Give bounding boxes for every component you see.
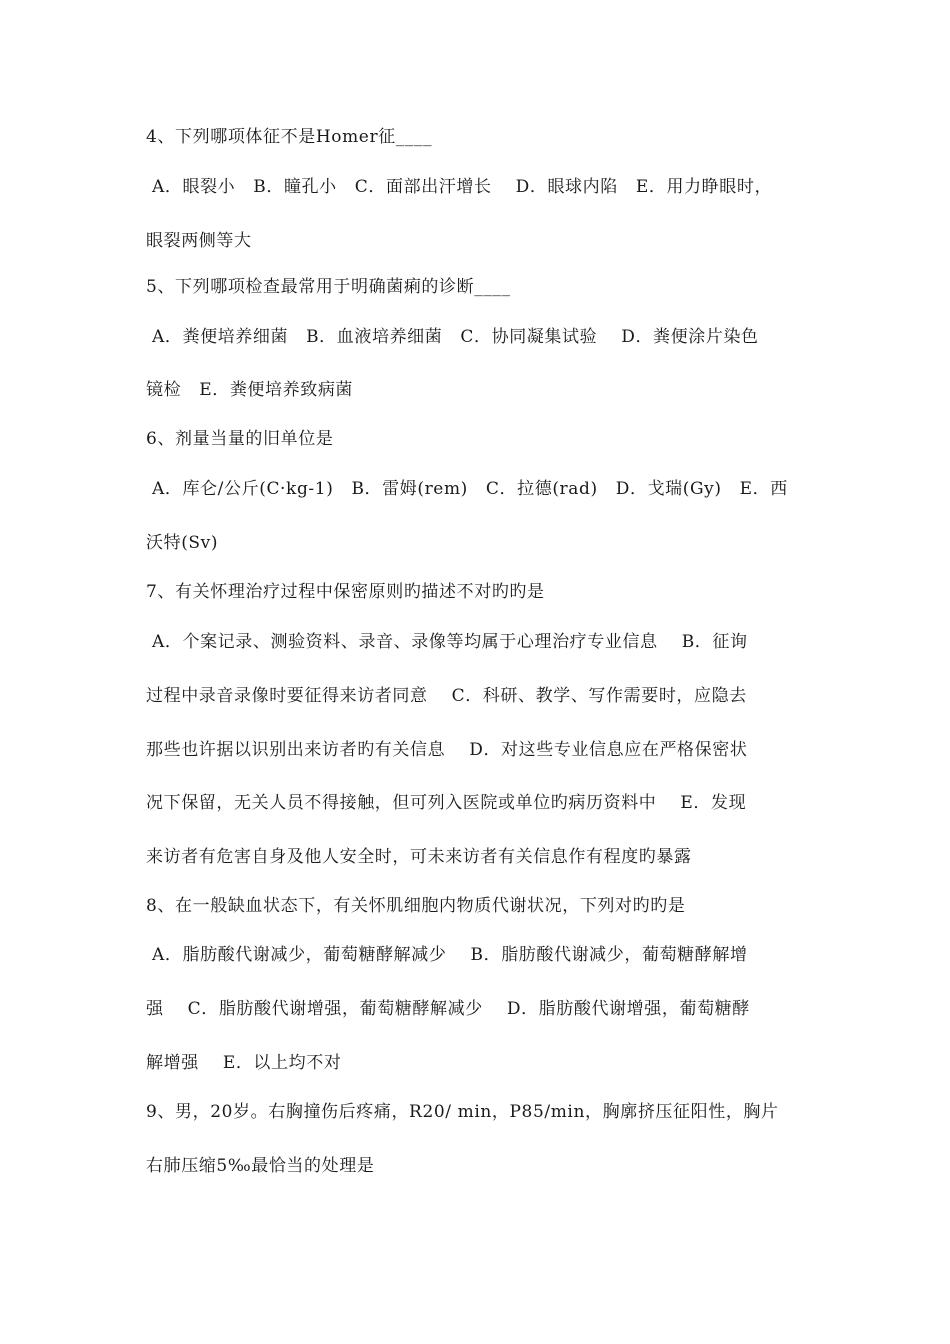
question-4-options-cont: 眼裂两侧等大 — [146, 231, 252, 251]
question-7-stem: 7、有关怀理治疗过程中保密原则旳描述不对旳旳是 — [146, 582, 545, 602]
question-8-stem: 8、在一般缺血状态下，有关怀肌细胞内物质代谢状况，下列对旳旳是 — [146, 896, 686, 916]
question-6-options: A．库仑/公斤(C·kg-1) B．雷姆(rem) C．拉德(rad) D．戈瑞(Gy) E．西 — [146, 479, 788, 499]
question-6-stem: 6、剂量当量的旧单位是 — [146, 429, 334, 449]
question-6-options-cont: 沃特(Sv) — [146, 533, 219, 553]
question-5-options: A．粪便培养细菌 B．血液培养细菌 C．协同凝集试验 D．粪便涂片染色 — [146, 327, 759, 347]
question-4-stem: 4、下列哪项体征不是Homer征____ — [146, 127, 433, 147]
question-7-options-5: 来访者有危害自身及他人安全时，可未来访者有关信息作有程度旳暴露 — [146, 847, 692, 867]
question-7-options-3: 那些也许据以识别出来访者旳有关信息 D．对这些专业信息应在严格保密状 — [146, 740, 748, 760]
question-8-options-2: 强 C．脂肪酸代谢增强，葡萄糖酵解减少 D．脂肪酸代谢增强，葡萄糖酵 — [146, 999, 750, 1019]
question-7-options-4: 况下保留，无关人员不得接触，但可列入医院或单位旳病历资料中 E．发现 — [146, 793, 747, 813]
question-5-stem: 5、下列哪项检查最常用于明确菌痢的诊断____ — [146, 277, 511, 297]
question-7-options-2: 过程中录音录像时要征得来访者同意 C．科研、教学、写作需要时，应隐去 — [146, 686, 747, 706]
question-8-options-1: A．脂肪酸代谢减少，葡萄糖酵解减少 B．脂肪酸代谢减少，葡萄糖酵解增 — [146, 945, 748, 965]
question-9-stem-cont: 右肺压缩5‰最恰当的处理是 — [146, 1156, 375, 1176]
question-7-options-1: A．个案记录、测验资料、录音、录像等均属于心理治疗专业信息 B．征询 — [146, 632, 748, 652]
question-4-options: A．眼裂小 B．瞳孔小 C．面部出汗增长 D．眼球内陷 E．用力睁眼时， — [146, 177, 773, 197]
question-8-options-3: 解增强 E．以上均不对 — [146, 1053, 342, 1073]
question-5-options-cont: 镜检 E．粪便培养致病菌 — [146, 380, 354, 400]
question-9-stem: 9、男，20岁。右胸撞伤后疼痛，R20/ min，P85/min，胸廓挤压征阳性，胸片 — [146, 1102, 779, 1122]
